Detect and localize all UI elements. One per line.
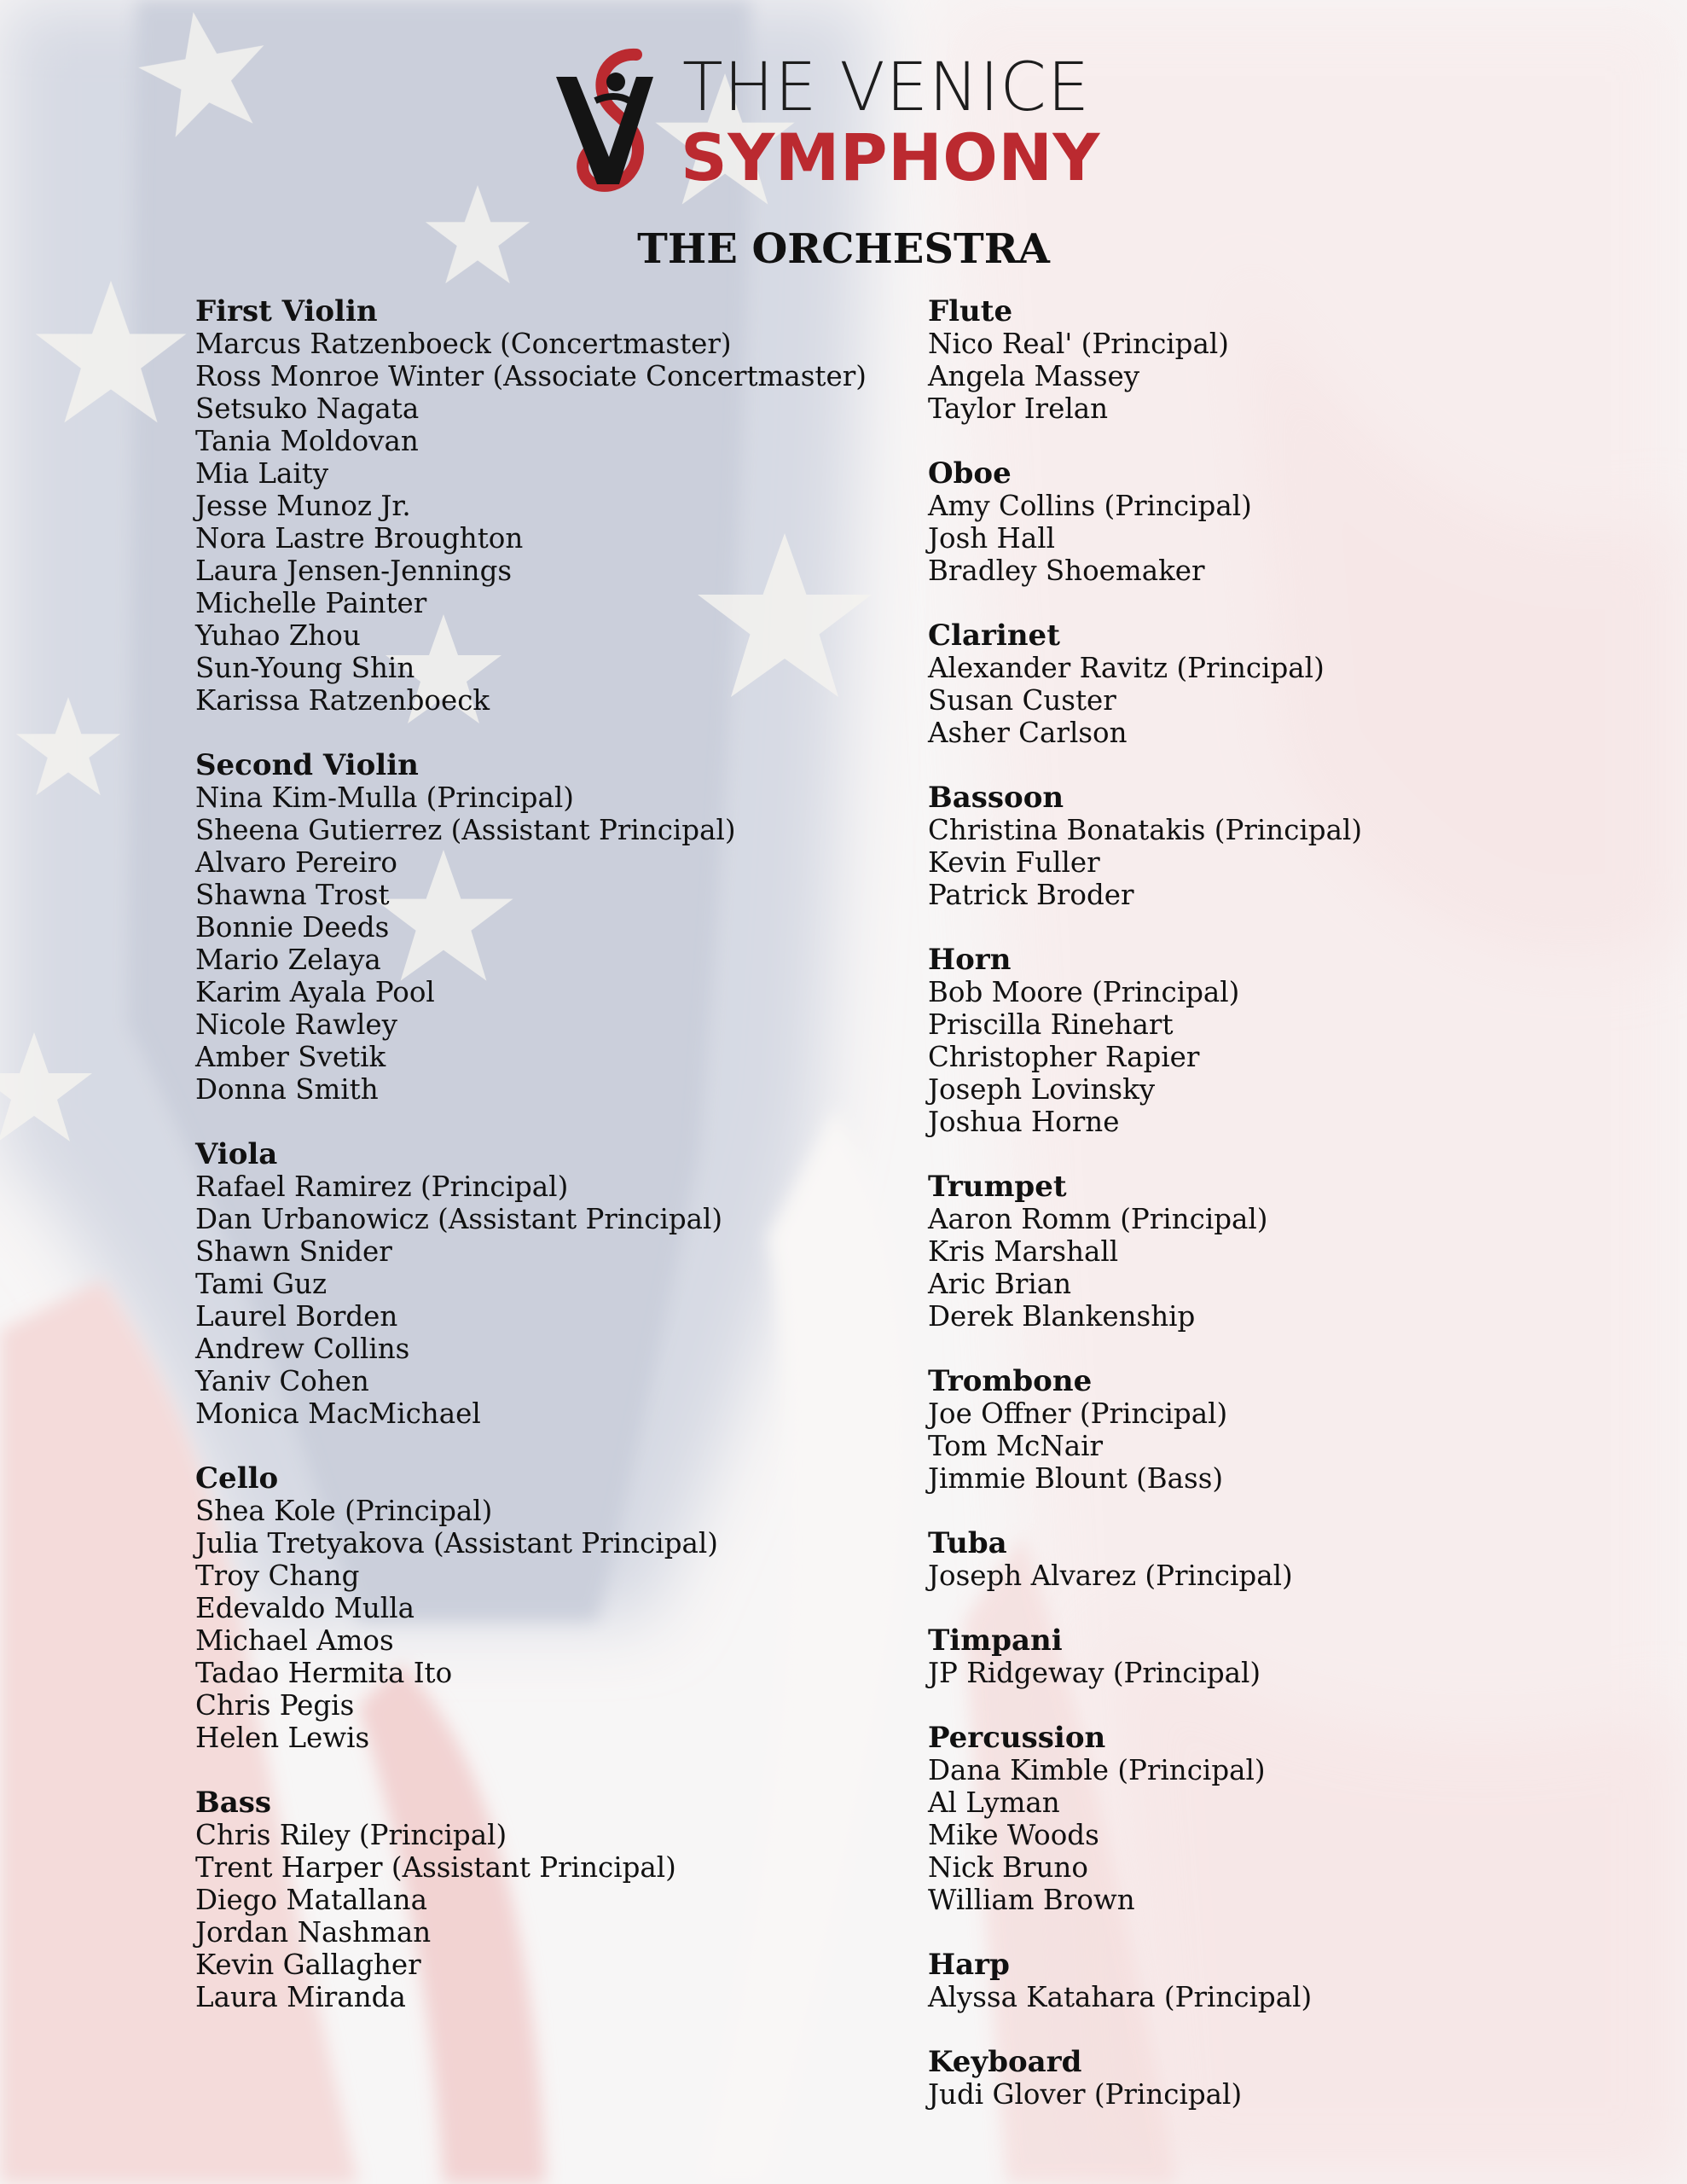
section-heading: Trombone [928,1364,1093,1398]
member-name: Asher Carlson [928,717,1128,749]
member-name: Christopher Rapier [928,1041,1200,1073]
section-heading: Trumpet [928,1170,1067,1204]
member-name: Kris Marshall [928,1235,1119,1268]
section-harp [928,1949,1627,2013]
member-name: Donna Smith [195,1073,379,1106]
member-name: Alyssa Katahara (Principal) [928,1981,1313,2013]
logo-line-symphony: SYMPHONY [681,119,1100,195]
member-name: Joseph Lovinsky [928,1073,1156,1106]
member-name: Nico Real' (Principal) [928,328,1229,360]
member-name: Nora Lastre Broughton [195,522,524,555]
section-bassoon [928,781,1627,911]
member-name: Tania Moldovan [195,425,419,457]
member-name: Shawna Trost [195,879,390,911]
member-name: Kevin Gallagher [195,1949,421,1981]
member-name: Aric Brian [928,1268,1072,1300]
member-name: Josh Hall [928,522,1056,555]
section-tuba [928,1527,1627,1592]
member-name: Chris Riley (Principal) [195,1819,507,1851]
member-name: Joseph Alvarez (Principal) [928,1560,1293,1592]
member-name: Susan Custer [928,684,1116,717]
member-name: Nina Kim-Mulla (Principal) [195,781,574,814]
member-name: Mike Woods [928,1819,1099,1851]
member-name: Chris Pegis [195,1689,355,1722]
section-keyboard [928,2046,1627,2111]
member-name: Bonnie Deeds [195,911,390,944]
member-name: Dana Kimble (Principal) [928,1754,1266,1786]
section-viola [195,1138,895,1430]
right-column-winds-brass-percussion [928,295,1627,2143]
member-name: Ross Monroe Winter (Associate Concertmaster) [195,360,867,392]
member-name: Al Lyman [928,1786,1060,1819]
section-first-violin [195,295,895,717]
member-name: Julia Tretyakova (Assistant Principal) [195,1527,718,1560]
member-name: Marcus Ratzenboeck (Concertmaster) [195,328,732,360]
section-timpani [928,1624,1627,1689]
member-name: Diego Matallana [195,1884,427,1916]
member-name: Shawn Snider [195,1235,392,1268]
member-name: Andrew Collins [195,1333,410,1365]
section-heading: Oboe [928,456,1012,491]
member-name: Amy Collins (Principal) [928,490,1252,522]
member-name: Trent Harper (Assistant Principal) [195,1851,676,1884]
section-heading: Clarinet [928,619,1060,653]
member-name: Mia Laity [195,457,329,490]
member-name: Edevaldo Mulla [195,1592,415,1624]
section-heading: Flute [928,294,1013,328]
member-name: Laurel Borden [195,1300,398,1333]
member-name: Sun-Young Shin [195,652,415,684]
member-name: Patrick Broder [928,879,1134,911]
member-name: Bob Moore (Principal) [928,976,1240,1008]
section-heading: Horn [928,943,1012,977]
member-name: Tami Guz [195,1268,328,1300]
member-name: Bradley Shoemaker [928,555,1205,587]
section-trumpet [928,1170,1627,1333]
section-heading: First Violin [195,294,378,328]
section-heading: Bass [195,1786,272,1820]
member-name: Michael Amos [195,1624,394,1657]
member-name: Helen Lewis [195,1722,370,1754]
member-name: Nicole Rawley [195,1008,397,1041]
left-column-strings [195,295,895,2046]
section-heading: Harp [928,1948,1010,1982]
member-name: Troy Chang [195,1560,360,1592]
member-name: Tadao Hermita Ito [195,1657,453,1689]
member-name: Michelle Painter [195,587,427,619]
member-name: Derek Blankenship [928,1300,1196,1333]
venice-symphony-logo [553,48,1099,201]
section-cello [195,1462,895,1754]
page-title: THE ORCHESTRA [637,225,1050,273]
member-name: Yaniv Cohen [195,1365,369,1397]
member-name: Alexander Ravitz (Principal) [928,652,1325,684]
member-name: Amber Svetik [195,1041,386,1073]
section-second-violin [195,749,895,1106]
member-name: Christina Bonatakis (Principal) [928,814,1363,846]
member-name: Karim Ayala Pool [195,976,435,1008]
section-heading: Cello [195,1461,279,1496]
section-clarinet [928,619,1627,749]
member-name: Jordan Nashman [195,1916,432,1949]
member-name: Dan Urbanowicz (Assistant Principal) [195,1203,723,1235]
section-heading: Viola [195,1137,278,1171]
logo-mark-icon [553,48,681,201]
member-name: Angela Massey [928,360,1140,392]
member-name: Kevin Fuller [928,846,1100,879]
member-name: Sheena Gutierrez (Assistant Principal) [195,814,736,846]
member-name: Alvaro Pereiro [195,846,397,879]
section-oboe [928,457,1627,587]
section-heading: Tuba [928,1526,1007,1560]
member-name: Rafael Ramirez (Principal) [195,1170,569,1203]
section-bass [195,1786,895,2013]
member-name: JP Ridgeway (Principal) [928,1657,1261,1689]
member-name: Monica MacMichael [195,1397,481,1430]
member-name: Laura Jensen-Jennings [195,555,513,587]
member-name: Jimmie Blount (Bass) [928,1462,1224,1495]
member-name: Tom McNair [928,1430,1104,1462]
member-name: Judi Glover (Principal) [928,2078,1243,2111]
member-name: Priscilla Rinehart [928,1008,1174,1041]
member-name: William Brown [928,1884,1135,1916]
member-name: Taylor Irelan [928,392,1109,425]
member-name: Mario Zelaya [195,944,381,976]
member-name: Laura Miranda [195,1981,406,2013]
section-flute [928,295,1627,425]
member-name: Karissa Ratzenboeck [195,684,490,717]
section-heading: Timpani [928,1623,1063,1658]
section-percussion [928,1722,1627,1916]
member-name: Jesse Munoz Jr. [195,490,411,522]
member-name: Nick Bruno [928,1851,1088,1884]
member-name: Joshua Horne [928,1106,1120,1138]
member-name: Joe Offner (Principal) [928,1397,1228,1430]
member-name: Aaron Romm (Principal) [928,1203,1268,1235]
section-heading: Second Violin [195,748,419,782]
section-trombone [928,1365,1627,1495]
section-heading: Percussion [928,1721,1106,1755]
logo-line-the-venice: THE VENICE [682,49,1091,126]
section-horn [928,944,1627,1138]
section-heading: Bassoon [928,781,1064,815]
member-name: Yuhao Zhou [195,619,361,652]
member-name: Shea Kole (Principal) [195,1495,493,1527]
member-name: Setsuko Nagata [195,392,420,425]
section-heading: Keyboard [928,2045,1082,2079]
